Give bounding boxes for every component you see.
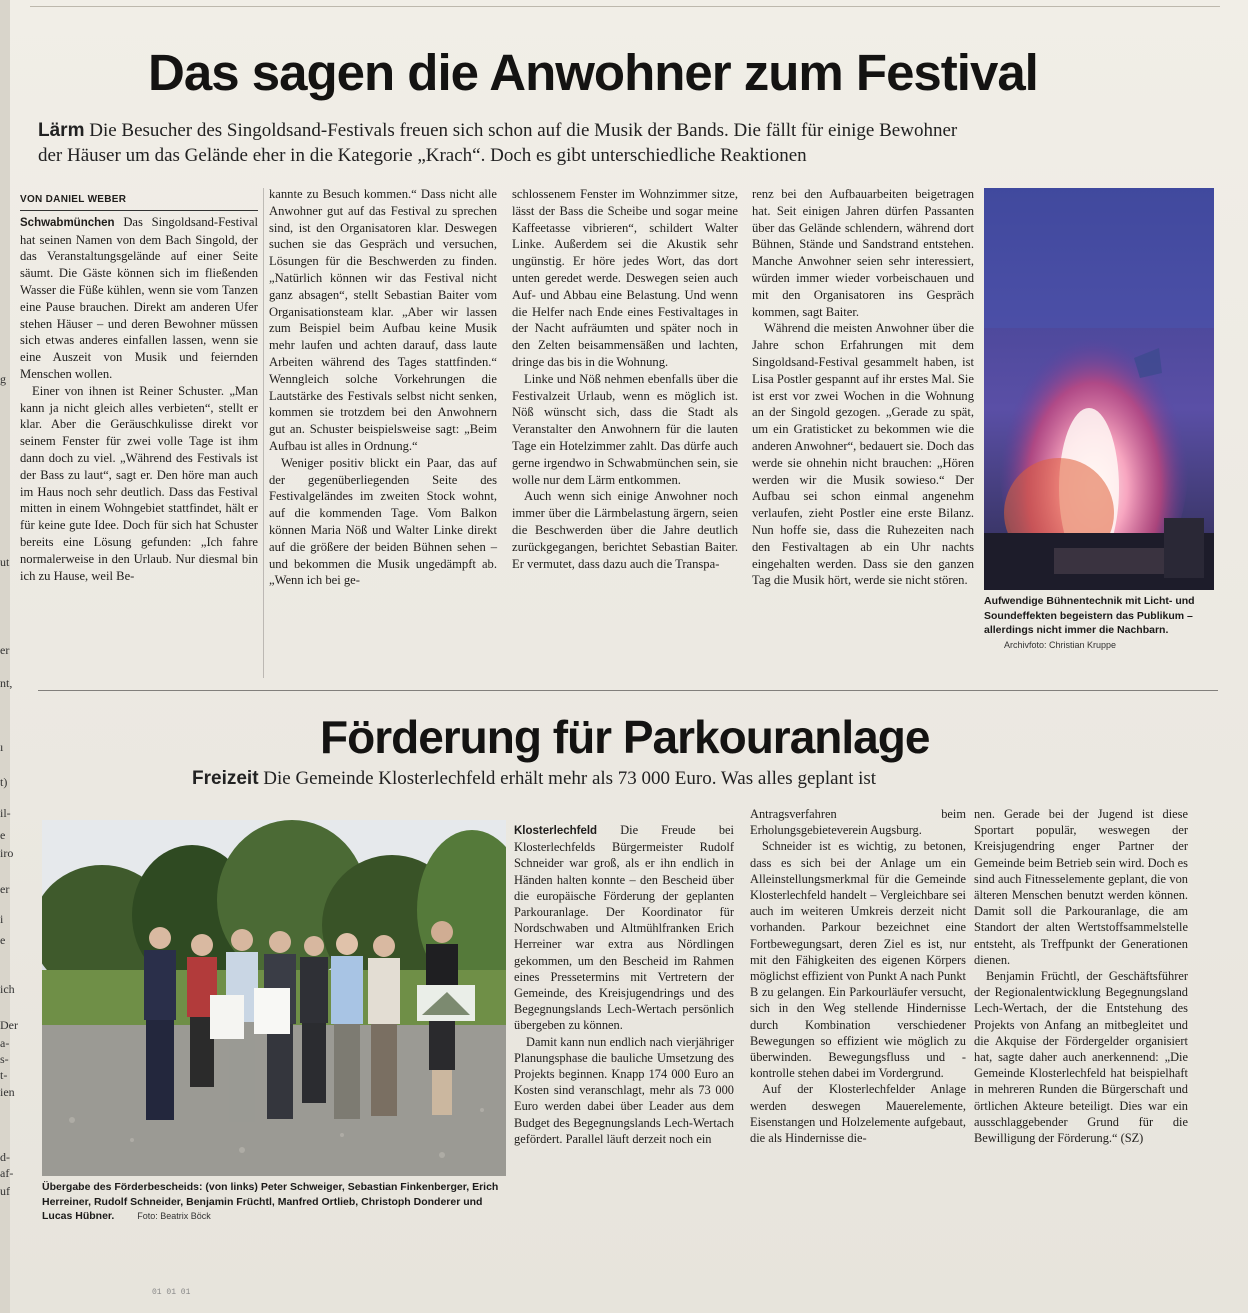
article2-paragraph: Benjamin Früchtl, der Geschäftsführer der Regionalentwicklung Begegnungsland Lech-Wertach, der die Entstehung des Projekts von Anfang an mitbegleitet und die Akquise der Fördergelder organisiert hat, sagte daher auch anerkennend: „Die Gemeinde Klosterlechfeld hat beispielhaft in mehreren Runden die Bürgerschaft und örtlichen Akteure beteiligt. Dies war ein ausschlaggebender Grund für die Bewilligung der Förderung.“ (SZ) [974,969,1188,1146]
margin-fragment: er [0,882,10,896]
print-marks: 01 01 01 [152,1288,191,1297]
margin-fragment: ien [0,1085,15,1099]
article2-kicker: Freizeit [192,768,259,789]
article2-subhead-text: Die Gemeinde Klosterlechfeld erhält mehr als 73 000 Euro. Was alles geplant ist [263,768,877,789]
group-photo [42,820,506,1176]
margin-fragment: t) [0,775,8,789]
margin-fragment: il- [0,806,11,820]
article1-paragraph: schlossenem Fenster im Wohnzimmer sitze, lässt der Bass die Scheibe und sogar meine Kaffeetasse vibrieren“, schildert Walter Linke. Außerdem sei die Akustik sehr ungünstig. Er höre jedes Wort, das dort unten geredet werde. Deswegen seien auch Auf- und Abbau eine Belastung. Und wenn die Helfer nach Ende eines Festivaltages in der Nacht aufräumten und später noch in den Zelten beisammensäßen und lachten, dringe das bis in die Wohnung. [512,187,738,369]
top-rule [30,0,1220,7]
article1-column-1 [20,192,258,584]
article1-byline: VON DANIEL WEBER [20,192,258,211]
margin-fragment: ut [0,555,10,569]
article1-photo-caption [984,594,1214,652]
article2-paragraph: nen. Gerade bei der Jugend ist diese Sportart populär, weswegen der Kreisjugendring enger Partner der Gemeinde beim Betrieb sein wird. Doch es sind auch Fitnesselemente geplant, die von älteren Menschen benutzt werden können. Damit soll die Parkouranlage, die am Standort der alten Wertstoffsammelstelle entsteht, als Treffpunkt der Generationen dienen. [974,807,1188,967]
article1-column-4 [752,186,974,589]
article1-dateline: Schwabmünchen [20,216,115,229]
article1-photo-credit: Archivfoto: Christian Kruppe [1004,639,1117,650]
margin-fragment: uf [0,1184,10,1198]
margin-fragment: e [0,828,6,842]
article2-paragraph: Die Freude bei Klosterlechfelds Bürgermeister Rudolf Schneider war groß, als er ihn endlich in Händen halten konnte – den Bescheid über die europäische Förderung der geplanten Parkouranlage. Der Koordinator für Nordschwaben und Altmühlfranken Erich Herreiner war extra aus Nördlingen gekommen, um den Bescheid im Rahmen eines Pressetermins mit Vertretern der Gemeinde, des Kreisjugendrings und des Begegnungslands Lech-Wertach persönlich übergeben zu können. [514,823,734,1033]
margin-fragment: e [0,933,6,947]
margin-fragment: s- [0,1052,9,1066]
article2-paragraph: Auf der Klosterlechfelder Anlage werden deswegen Mauerelemente, Eisenstangen und Holzelemente aufgebaut, die als Hindernisse die- [750,1082,966,1146]
article1-subhead-line1: Die Besucher des Singoldsand-Festivals freuen sich schon auf die Musik der Bands. Die fällt für einige Bewohner [89,120,958,141]
margin-fragment: iro [0,846,14,860]
margin-fragment: af- [0,1166,14,1180]
margin-fragment: er [0,643,10,657]
article1-subhead [38,118,1218,168]
article2-paragraph: Antragsverfahren beim Erholungsgebieteverein Augsburg. [750,807,966,838]
article1-paragraph: Linke und Nöß nehmen ebenfalls über die Festivalzeit Urlaub, wenn es möglich ist. Nöß wünscht sich, dass die Stadt als Veranstalter den Anwohnern für die lauten Tage ein Hotelzimmer zahlt. Das dürfe auch gerne irgendwo in Schwabmünchen sein, sie wolle nur dem Lärm entkommen. [512,371,738,487]
margin-fragment: t- [0,1068,8,1082]
article2-photo-caption [42,1180,506,1224]
article-divider [38,690,1218,691]
margin-fragment: ich [0,982,15,996]
article1-paragraph: Während die meisten Anwohner über die Jahre schon Erfahrungen mit dem Singoldsand-Festival gesammelt haben, ist Lisa Postler gespannt auf ihr erstes Mal. Sie ist erst vor zwei Wochen in die Wohnung an der Singold gezogen. „Gerade zu spät, um ein Gratisticket zu bekommen wie die anderen Anwohner“, bedauert sie. Doch das werde sie ohnehin nicht brauchen: „Hören werden wir die Musik sowieso.“ Der Aufbau sei schon einmal angenehm verlaufen, zieht Postler eine erste Bilanz. Nun hoffe sie, dass die Ruhezeiten nach den Festivaltagen ab ein Uhr nachts eingehalten werden. Dass sie den ganzen Tag die Musik hört, werde sie nicht stören. [752,321,974,588]
article2-column-3 [974,806,1188,1146]
article2-paragraph: Damit kann nun endlich nach vierjähriger Planungsphase die bauliche Umsetzung des Projekts beginnen. Knapp 174 000 Euro an Kosten sind veranschlagt, mehr als 73 000 Euro werden dabei über Leader aus dem Budget des Begegnungslands Lech-Wertach gefördert. Parallel läuft derzeit noch ein [514,1034,734,1146]
article1-kicker: Lärm [38,120,85,141]
article1-paragraph: renz bei den Aufbauarbeiten beigetragen hat. Seit einigen Jahren dürfen Passanten über das Gelände schlendern, während dort Bühnen, Stände und Sandstrand entstehen. Manche Anwohner seien sehr interessiert, würden immer wieder vorbeischauen und mit den Organisatoren ins Gespräch kommen, sagt Baiter. [752,187,974,319]
margin-fragment: nt, [0,676,13,690]
article1-paragraph: Auch wenn sich einige Anwohner noch immer über die Lärmbelastung ärgern, seien die Beschwerden über die Jahre deutlich zurückgegangen, berichtet Sebastian Baiter. Er vermutet, dass dazu auch die Transpa- [512,489,738,571]
article2-photo-caption-text: (von links) Peter Schweiger, Sebastian Finkenberger, Erich Herreiner, Rudolf Schneider, Benjamin Früchtl, Manfred Ortlieb, Christoph Donderer und Lucas Hübner. [42,1181,499,1222]
article1-paragraph: kannte zu Besuch kommen.“ Dass nicht alle Anwohner gut auf das Festival zu sprechen sind, ist den Organisatoren klar. Deswegen suchen sie das Gespräch und versuchen, Lösungen für die Beschwerden zu finden. „Natürlich können wir das Festival nicht ganz absagen“, stellt Sebastian Baiter vom Organisationsteam klar. „Aber wir lassen zum Beispiel beim Aufbau keine Musik mehr laufen und achten darauf, dass laute Arbeiten während des Tages stattfinden.“ Wenngleich solche Vorkehrungen die Lautstärke des Festivals selbst nicht senken, kommen sie trotzdem bei den Anwohnern gut an. Schuster beispielsweise sagt: „Beim Aufbau ist alles in Ordnung.“ [269,187,497,453]
article2-column-2 [750,806,966,1146]
margin-fragment: a- [0,1036,10,1050]
margin-fragment: i [0,912,4,926]
margin-fragment: ı [0,740,4,754]
article1-headline: Das sagen die Anwohner zum Festival [148,44,1038,101]
article2-photo-credit: Foto: Beatrix Böck [137,1211,211,1221]
article1-photo-caption-text: Aufwendige Bühnentechnik mit Licht- und Soundeffekten begeistern das Publikum – allerdings nicht immer die Nachbarn. [984,595,1195,636]
article2-photo-caption-lead: Übergabe des Förderbescheids: [42,1181,203,1193]
article1-paragraph: Einer von ihnen ist Reiner Schuster. „Man kann ja nicht gleich alles verbieten“, stellt er klar. Aber die Geräuschkulisse direkt vor seinem Fenster für zwei volle Tage ist ihm dann doch zu viel. „Während des Festivals ist der Bass zu laut“, sagt er. Den höre man auch im Haus noch sehr deutlich. Dass das Festival mitten in einem Wohngebiet stattfindet, hält er für keine gute Idee. Doch für sich hat Schuster bereits eine Lösung gefunden: „Ich fahre normalerweise in den Urlaub. Nur diesmal bin ich zu Hause, weil Be- [20,383,258,583]
margin-fragment: d- [0,1150,10,1164]
article1-column-3 [512,186,738,572]
article1-column-2 [269,186,497,589]
article2-dateline: Klosterlechfeld [514,825,598,837]
margin-fragment: Der [0,1018,18,1032]
article2-paragraph: Schneider ist es wichtig, zu betonen, dass es sich bei der Anlage um ein Alleinstellungsmerkmal für die Gemeinde Klosterlechfeld handelt – Vergleichbare sei auch im weiteren Umkreis derzeit nicht vorhanden. Parkour bezeichnet eine Fortbewegungsart, deren Ziel es ist, nur mit den Fähigkeiten des eigenen Körpers möglichst effizient von Punkt A nach Punkt B zu gelangen. Ein Parkourläufer versucht, sich in den Weg stellende Hindernisse durch Kombination verschiedener Bewegungen so effizient wie möglich zu überwinden. Bewegungsfluss und -kontrolle stehen dabei im Vordergrund. [750,839,966,1081]
festival-stage-photo [984,188,1214,590]
margin-fragment: g [0,372,6,386]
article1-subhead-line2: der Häuser um das Gelände eher in die Kategorie „Krach“. Doch es gibt unterschiedliche Reaktionen [38,145,807,166]
article2-subhead [192,766,1192,791]
article2-column-1 [514,822,734,1147]
article1-paragraph: Weniger positiv blickt ein Paar, das auf der gegenüberliegenden Seite des Festivalgeländes im zweiten Stock wohnt, auf die kommenden Tage. Vom Balkon können Maria Nöß und Walter Linke direkt auf die größere der beiden Bühnen sehen – und bekommen die Musik ungedämpft ab. „Wenn ich bei ge- [269,455,497,588]
article2-headline: Förderung für Parkouranlage [320,711,930,763]
article1-paragraph: Das Singoldsand-Festival hat seinen Namen von dem Bach Singold, der das Veranstaltungsgelände auf einer Seite säumt. Die Gäste können sich im fließenden Wasser die Füße kühlen, wenn sie vom Tanzen eine Pause brauchen. Direkt am anderen Ufer stehen Häuser – und deren Bewohner müssen sich etwas anderes einfallen lassen, wenn sie eine Auszeit von Musik und feiernden Menschen wollen. [20,214,258,381]
column-divider [263,188,264,678]
